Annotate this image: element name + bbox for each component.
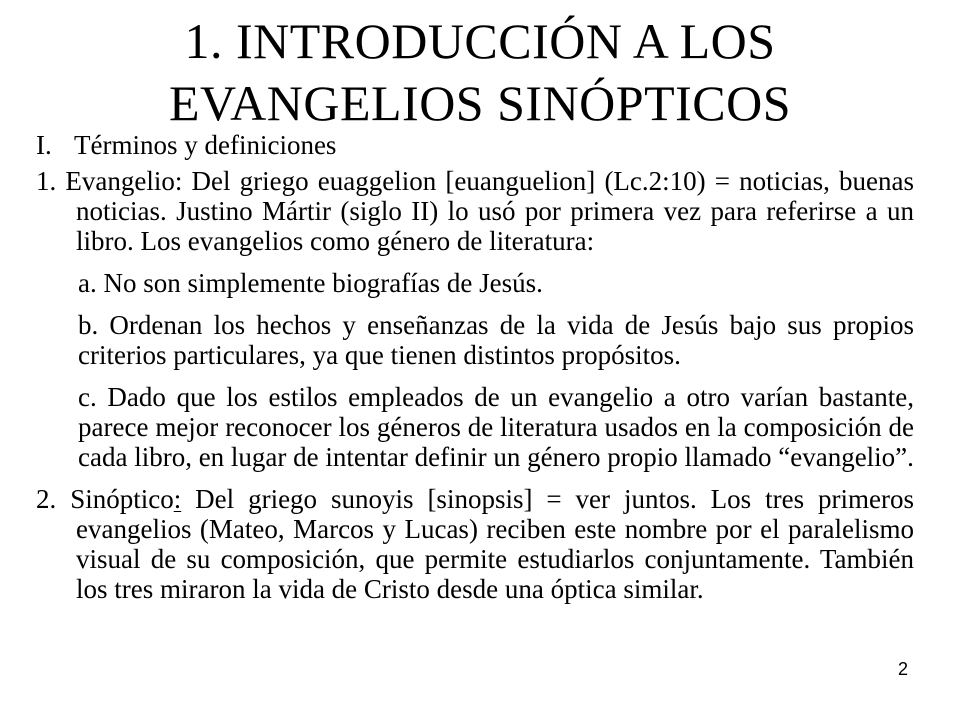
definition-item-1	[36, 166, 914, 256]
title-line-1: 1. INTRODUCCIÓN A LOS	[184, 13, 776, 69]
title-line-2: EVANGELIOS SINÓPTICOS	[168, 75, 792, 131]
section-heading	[36, 130, 914, 160]
sub-item-c: c. Dado que los estilos empleados de un evangelio a otro varían bastante, parece mejor reconocer los géneros de literatura usados en la composición de cada libro, en lugar de intentar definir un género propio llamado “evangelio”.	[78, 382, 914, 472]
item-2-term: Sinóptico	[70, 484, 174, 514]
sub-item-b: b. Ordenan los hechos y enseñanzas de la vida de Jesús bajo sus propios criterios particulares, ya que tienen distintos propósitos.	[78, 310, 914, 370]
page-number: 2	[897, 659, 908, 679]
definition-item-2	[36, 484, 914, 604]
item-2-number: 2.	[36, 484, 57, 514]
section-number: I.	[36, 130, 52, 160]
slide-body	[36, 130, 914, 616]
sub-item-a: a. No son simplemente biografías de Jesús.	[78, 268, 543, 298]
section-heading-text: Términos y definiciones	[74, 130, 337, 160]
item-1-term: Evangelio	[65, 166, 175, 196]
slide-title	[40, 10, 920, 134]
item-1-text: : Del griego euaggelion [euanguelion] (Lc.2:10) = noticias, buenas noticias. Justino Mártir (siglo II) lo usó por primera vez para referirse a un libro. Los evangelios como género de literatura:	[76, 166, 915, 256]
item-1-number: 1.	[36, 166, 57, 196]
item-2-text: Del griego sunoyis [sinopsis] = ver juntos. Los tres primeros evangelios (Mateo, Marcos y Lucas) reciben este nombre por el paralelismo visual de su composición, que permite estudiarlos conjuntamente. También los tres miraron la vida de Cristo desde una óptica similar.	[76, 484, 914, 604]
item-2-colon: :	[173, 484, 182, 514]
